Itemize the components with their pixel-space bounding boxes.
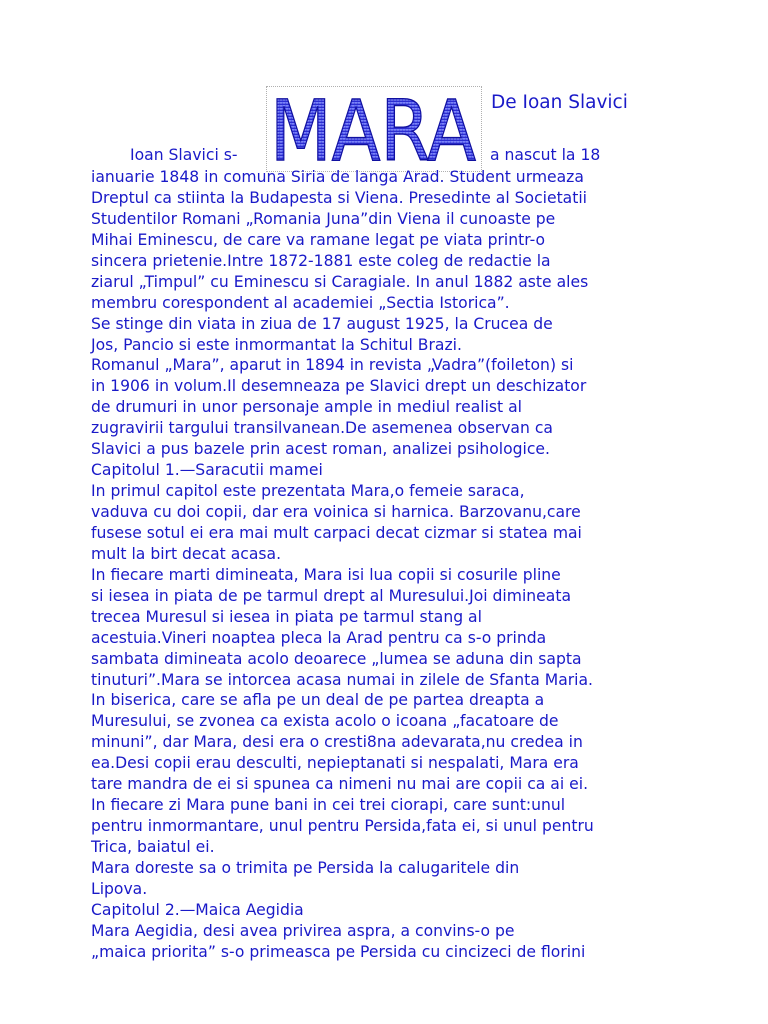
text-line: Lipova. <box>91 879 148 898</box>
title-area <box>0 0 768 174</box>
text-line: si iesea in piata de pe tarmul drept al Muresului.Joi dimineata <box>91 586 571 605</box>
text-line: zugravirii targului transilvanean.De asemenea observan ca <box>91 419 553 438</box>
text-line: ianuarie 1848 in comuna Siria de langa Arad. Student urmeaza <box>91 168 584 186</box>
wordart-title <box>262 84 484 174</box>
text-line: tinuturi”.Mara se intorcea acasa numai in zilele de Sfanta Maria. <box>91 670 594 689</box>
text-line: acestuia.Vineri noaptea pleca la Arad pentru ca s-o prinda <box>91 628 547 647</box>
text-line: Trica, baiatul ei. <box>91 838 215 856</box>
text-line: Romanul „Mara”, aparut in 1894 in revista „Vadra”(foileton) si <box>91 356 574 375</box>
text-line: Se stinge din viata in ziua de 17 august 1925, la Crucea de <box>91 314 553 333</box>
text-line: Slavici a pus bazele prin acest roman, analizei psihologice. <box>91 440 550 459</box>
text-line: Jos, Pancio si este inmormantat la Schitul Brazi. <box>91 335 462 354</box>
text-line: fusese sotul ei era mai mult carpaci decat cizmar si statea mai <box>91 523 582 542</box>
text-line: mult la birt decat acasa. <box>91 544 282 563</box>
wordart-title-text: MARA <box>270 84 476 174</box>
text-line: pentru inmormantare, unul pentru Persida,fata ei, si unul pentru <box>91 817 594 836</box>
text-line: in 1906 in volum.Il desemneaza pe Slavici drept un deschizator <box>91 377 587 396</box>
author-line: De Ioan Slavici <box>491 92 628 113</box>
first-line-left: Ioan Slavici s- <box>130 146 238 164</box>
text-line: membru corespondent al academiei „Sectia Istorica”. <box>91 293 510 312</box>
text-line: In fiecare marti dimineata, Mara isi lua copii si cosurile pline <box>91 565 561 584</box>
text-line: ziarul „Timpul” cu Eminescu si Caragiale. In anul 1882 aste ales <box>91 272 589 291</box>
text-line: Dreptul ca stiinta la Budapesta si Viena. Presedinte al Societatii <box>91 188 588 207</box>
text-line: sambata dimineata acolo deoarece „lumea se aduna din sapta <box>91 649 582 668</box>
text-line: trecea Muresul si iesea in piata pe tarmul stang al <box>91 607 482 626</box>
text-line: de drumuri in unor personaje ample in mediul realist al <box>91 398 523 417</box>
text-line: Studentilor Romani „Romania Juna”din Viena il cunoaste pe <box>91 209 556 228</box>
document-body <box>91 167 691 963</box>
text-line: vaduva cu doi copii, dar era voinica si harnica. Barzovanu,care <box>91 503 581 521</box>
text-line: „maica priorita” s-o primeasca pe Persida cu cincizeci de florini <box>91 942 586 961</box>
text-line: sincera prietenie.Intre 1872-1881 este coleg de redactie la <box>91 251 551 270</box>
first-line-right: a nascut la 18 <box>490 146 601 164</box>
text-line: In fiecare zi Mara pune bani in cei trei ciorapi, care sunt:unul <box>91 796 566 815</box>
text-line: Mara doreste sa o trimita pe Persida la calugaritele din <box>91 858 520 877</box>
text-line: Capitolul 1.—Saracutii mamei <box>91 461 323 480</box>
text-line: minuni”, dar Mara, desi era o cresti8na adevarata,nu credea in <box>91 733 583 752</box>
text-line: Mara Aegidia, desi avea privirea aspra, a convins-o pe <box>91 921 515 940</box>
text-line: tare mandra de ei si spunea ca nimeni nu mai are copii ca ai ei. <box>91 775 589 794</box>
text-line: Mihai Eminescu, de care va ramane legat pe viata printr-o <box>91 230 546 249</box>
text-line: In primul capitol este prezentata Mara,o femeie saraca, <box>91 482 525 501</box>
text-line: ea.Desi copii erau desculti, nepieptanati si nespalati, Mara era <box>91 754 579 773</box>
text-line: In biserica, care se afla pe un deal de pe partea dreapta a <box>91 691 545 710</box>
text-line: Capitolul 2.—Maica Aegidia <box>91 900 304 919</box>
text-line: Muresului, se zvonea ca exista acolo o icoana „facatoare de <box>91 712 559 731</box>
